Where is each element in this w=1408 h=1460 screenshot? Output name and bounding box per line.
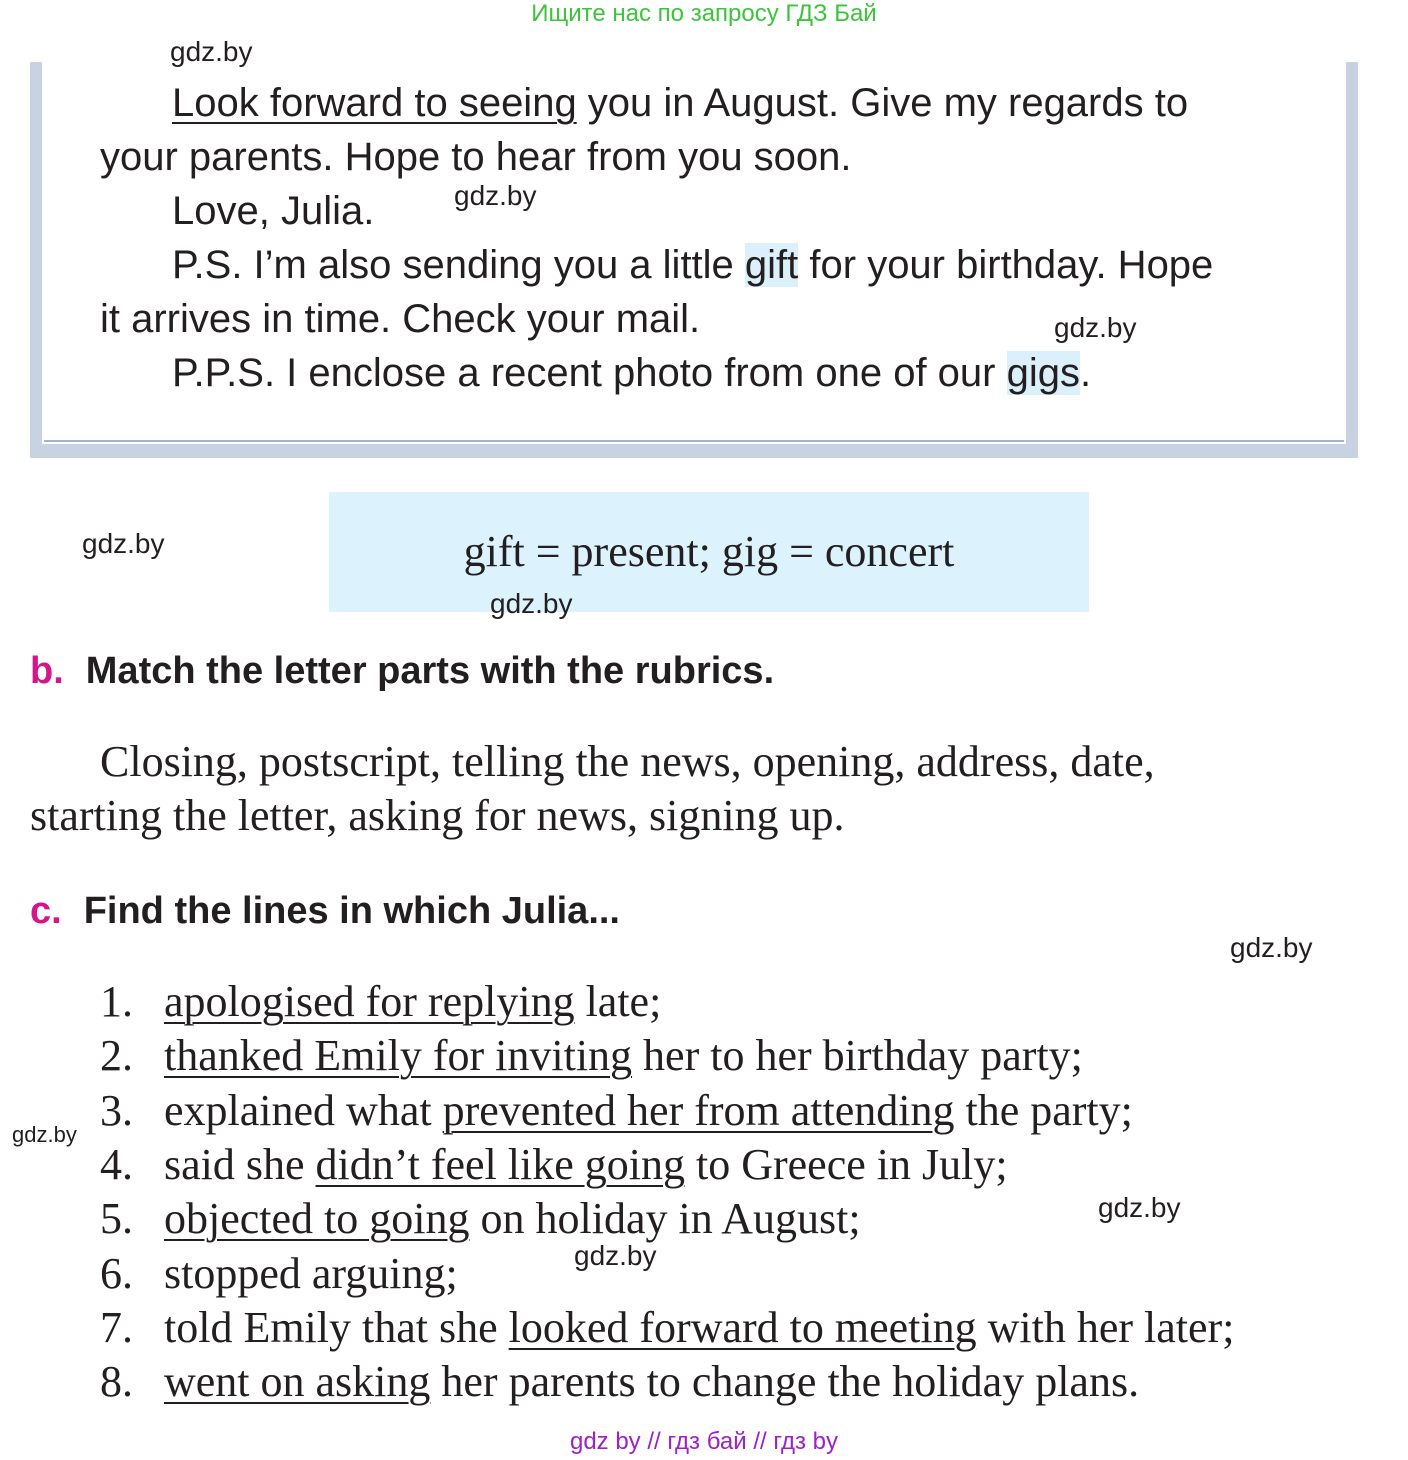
list-item [100, 976, 661, 1027]
watermark: gdz.by [1054, 312, 1137, 343]
letter-line-1 [172, 76, 1188, 130]
task-c-title: Find the lines in which Julia... [83, 890, 620, 932]
list-item-number: 6. [100, 1248, 133, 1298]
list-item-number: 3. [100, 1085, 133, 1135]
list-item-text-end: her parents to change the holiday plans. [430, 1357, 1140, 1407]
watermark: gdz.by [12, 1122, 77, 1147]
list-item-text-end: with her later; [976, 1302, 1235, 1352]
list-item [100, 1139, 1008, 1190]
list-item-number: 4. [100, 1139, 133, 1189]
pps-text-b: . [1080, 351, 1092, 395]
watermark: gdz.by [490, 588, 573, 619]
list-item-underlined-phrase: objected to going [164, 1194, 470, 1244]
list-item [100, 1356, 1139, 1407]
list-item-text: stopped arguing; [164, 1248, 458, 1298]
list-item-text: told Emily that she [164, 1302, 509, 1352]
highlight-gigs: gigs [1006, 351, 1080, 395]
task-b-title: Match the letter parts with the rubrics. [85, 650, 775, 692]
watermark: gdz.by [1230, 932, 1313, 963]
highlight-gift: gift [744, 243, 799, 287]
list-item-underlined-phrase: apologised for replying [164, 977, 575, 1026]
list-item-underlined-phrase: prevented her from attending [442, 1085, 955, 1135]
task-c-heading [30, 890, 620, 933]
list-item-number: 1. [100, 977, 133, 1026]
phrase-underlined: Look forward to seeing [172, 81, 577, 125]
list-item-text-end: on holiday in August; [469, 1194, 861, 1244]
list-item-text: said she [164, 1139, 316, 1189]
list-item [100, 1085, 1133, 1136]
letter-signature: Love, Julia. [172, 189, 375, 233]
letter-line-pps [172, 346, 1091, 400]
list-item-number: 5. [100, 1194, 133, 1244]
list-item-text-end: the party; [954, 1085, 1133, 1135]
list-item-text-end: her to her birthday party; [632, 1031, 1083, 1081]
vocabulary-text: gift = present; gig = concert [463, 527, 955, 576]
list-item-underlined-phrase: didn’t feel like going [315, 1139, 685, 1189]
task-b-line-2: starting the letter, asking for news, signing up. [30, 791, 845, 840]
pps-text-a: P.P.S. I enclose a recent photo from one of our [172, 351, 1007, 395]
watermark: gdz.by [454, 180, 537, 211]
list-item [100, 1248, 458, 1299]
watermark: gdz.by [82, 528, 165, 559]
list-item [100, 1030, 1083, 1081]
list-item-underlined-phrase: looked forward to meeting [508, 1302, 977, 1352]
list-item-text-end: to Greece in July; [684, 1139, 1008, 1189]
list-item-text: explained what [164, 1085, 443, 1135]
letter-line-1-rest: you in August. Give my regards to [576, 81, 1189, 125]
letter-line-5: it arrives in time. Check your mail. [100, 297, 701, 341]
letter-line-ps [172, 238, 1213, 292]
ps-text-a: P.S. I’m also sending you a little [172, 243, 745, 287]
letter-box-inner-border [44, 440, 1344, 442]
watermark: gdz.by [170, 36, 253, 67]
list-item-number: 8. [100, 1357, 133, 1407]
letter-line-2: your parents. Hope to hear from you soon. [100, 135, 852, 179]
list-item [100, 1302, 1234, 1353]
task-b-letter: b. [30, 650, 64, 692]
task-c-letter: c. [30, 890, 62, 932]
footer-watermark: gdz by // гдз бай // гдз by [569, 1428, 839, 1455]
list-item-text-end: late; [574, 977, 662, 1026]
task-b-line-1: Closing, postscript, telling the news, opening, address, date, [100, 737, 1155, 786]
list-item-number: 2. [100, 1031, 133, 1081]
list-item-underlined-phrase: went on asking [164, 1357, 431, 1407]
task-b-heading [30, 650, 774, 693]
list-item [100, 1193, 861, 1244]
list-item-underlined-phrase: thanked Emily for inviting [164, 1031, 633, 1081]
ps-text-b: for your birthday. Hope [798, 243, 1214, 287]
watermark: gdz.by [574, 1240, 657, 1271]
top-banner: Ищите нас по запросу ГДЗ Бай [531, 0, 877, 27]
watermark: gdz.by [1098, 1192, 1181, 1223]
list-item-number: 7. [100, 1302, 133, 1352]
